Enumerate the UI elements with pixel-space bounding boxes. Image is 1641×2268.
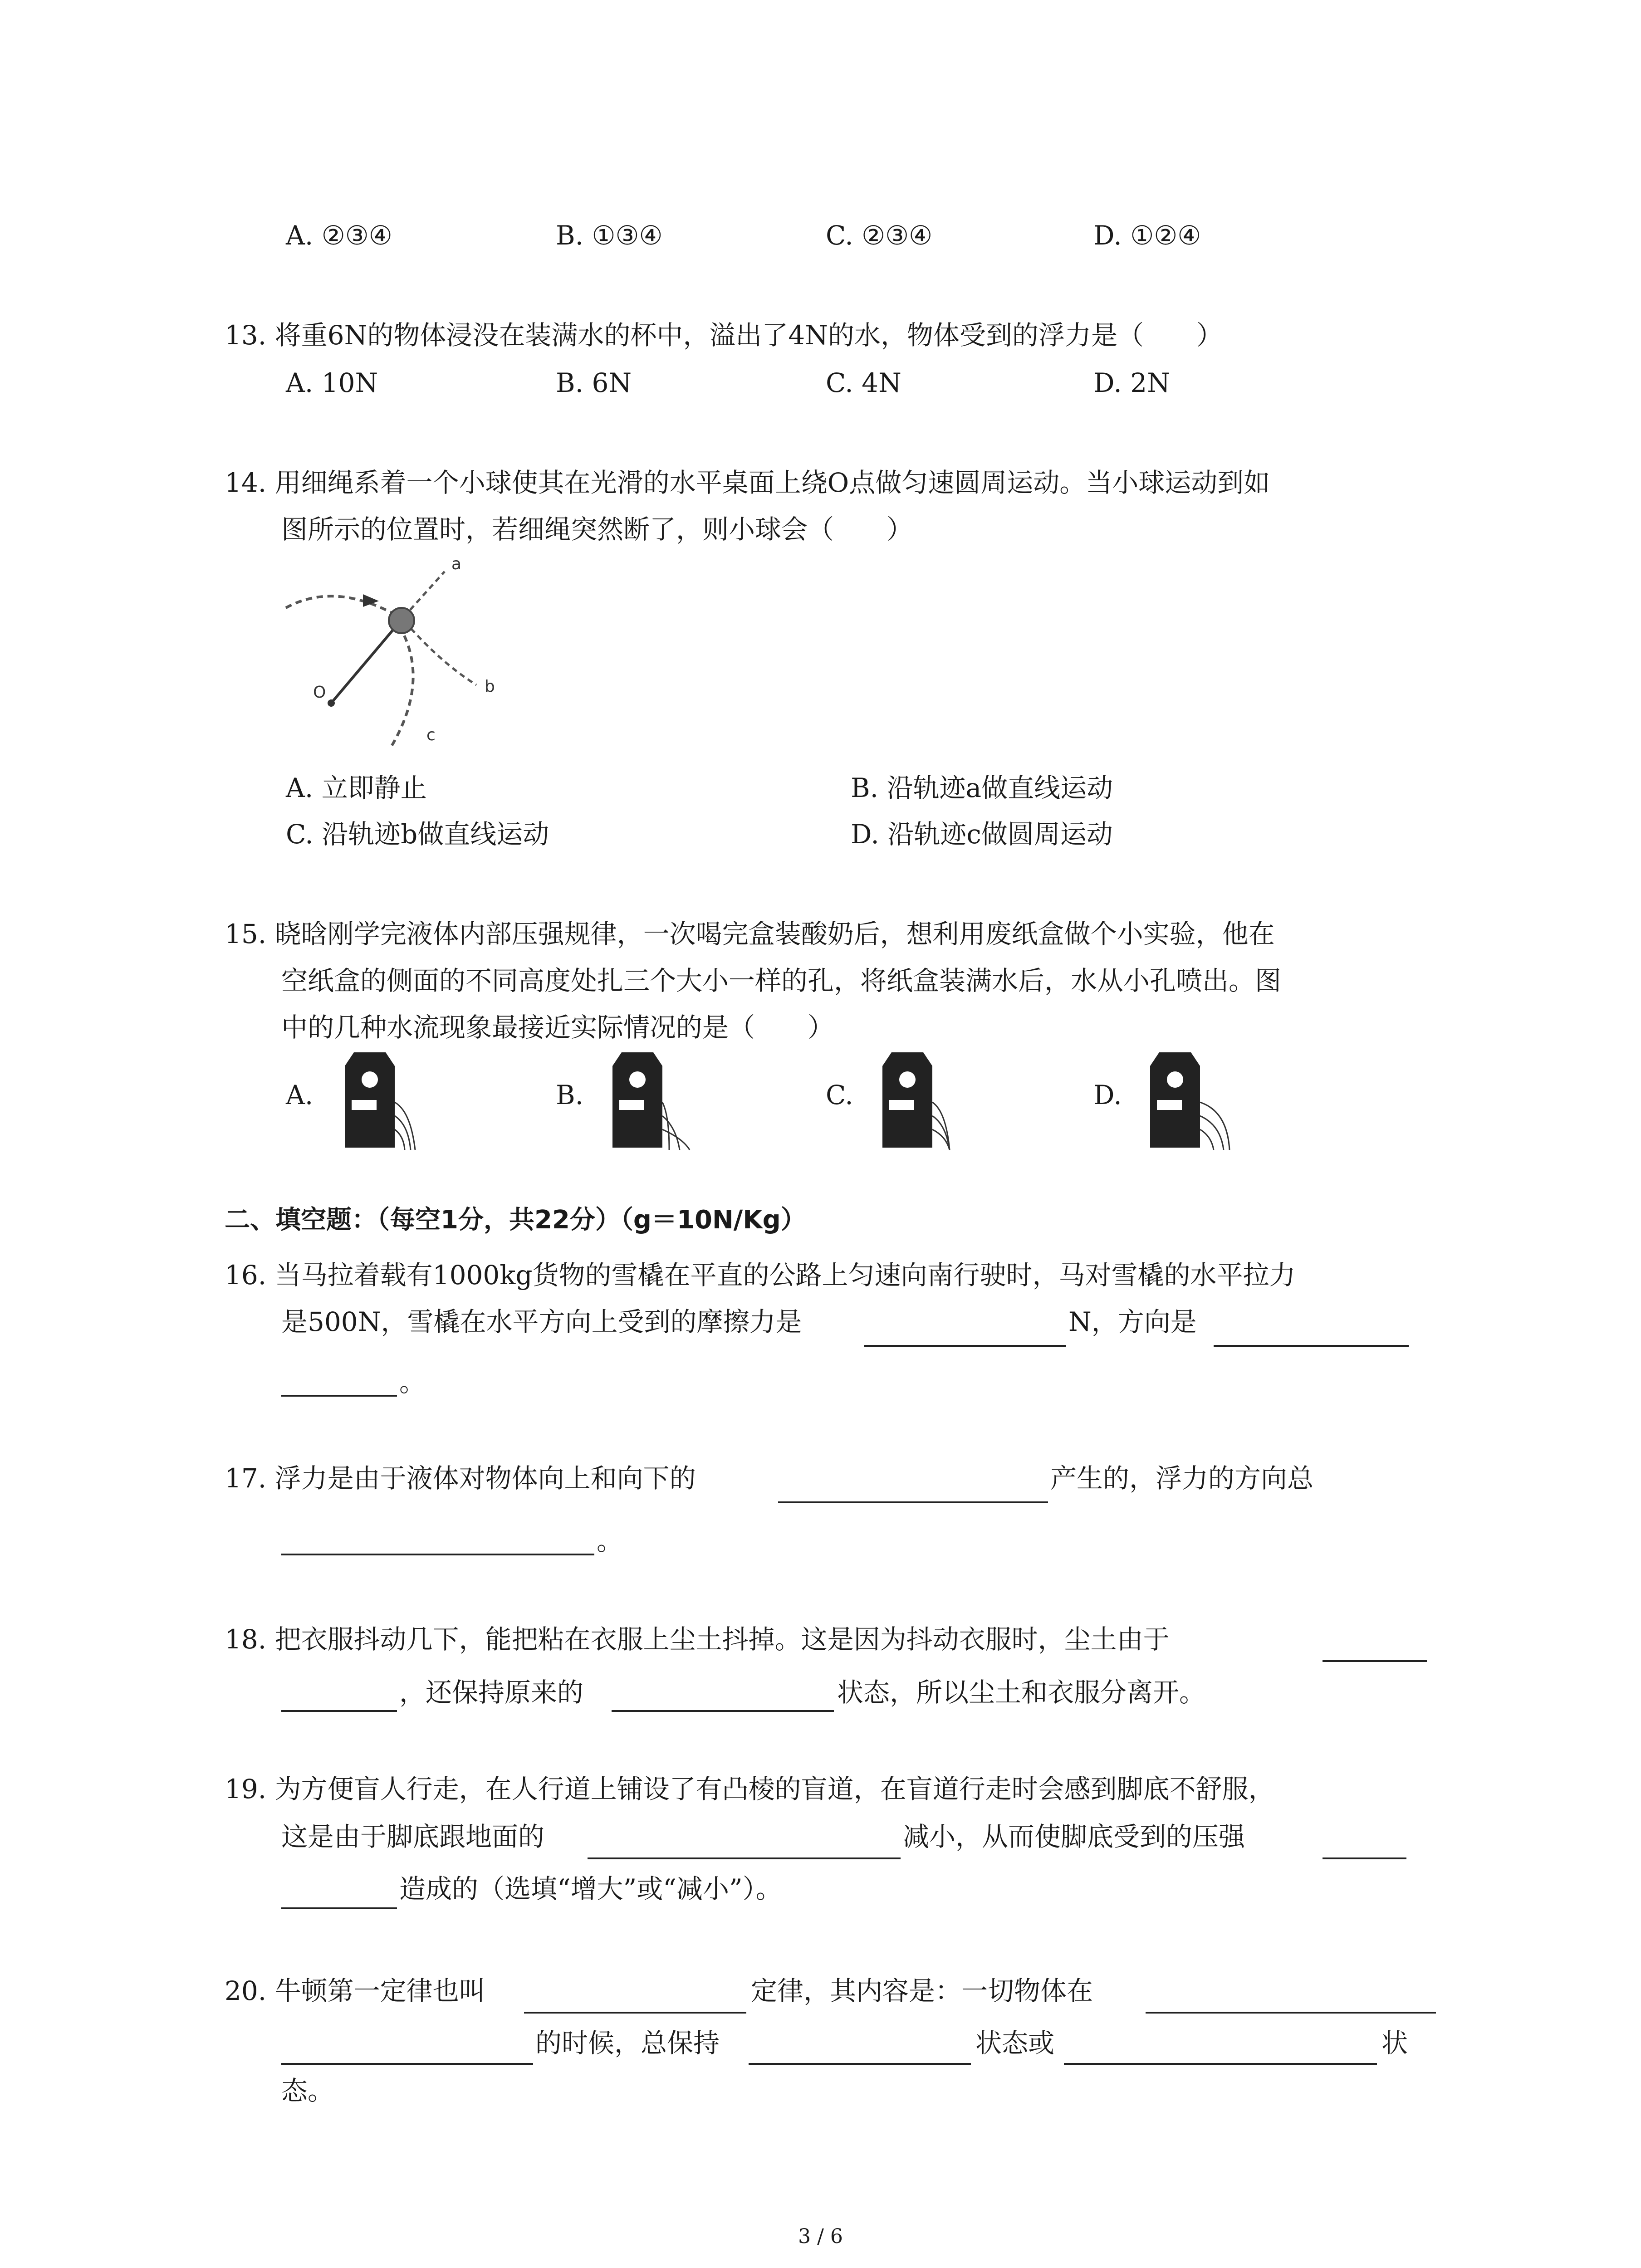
q13-option-a: A. 10N: [286, 367, 378, 398]
q15-stem-line2: 空纸盒的侧面的不同高度处扎三个大小一样的孔，将纸盒装满水后，水从小孔喷出。图: [281, 965, 1282, 996]
q13-option-b: B. 6N: [556, 367, 632, 398]
label-b: b: [485, 677, 495, 696]
q19-blank-1[interactable]: [588, 1857, 901, 1859]
q20-line2c: 状: [1381, 2028, 1408, 2058]
label-c: c: [426, 726, 436, 744]
q19-blank-2[interactable]: [1323, 1857, 1406, 1859]
q19-line2a: 这是由于脚底跟地面的: [281, 1821, 545, 1852]
q18-blank-2[interactable]: [612, 1710, 834, 1712]
q17-blank-2[interactable]: [281, 1554, 594, 1555]
q15-stem-line3: 中的几种水流现象最接近实际情况的是（ ）: [281, 1012, 834, 1043]
carton-figure-b: [603, 1048, 694, 1152]
q19-blank-2-cont[interactable]: [281, 1907, 397, 1909]
q16-line2b: N，方向是: [1068, 1306, 1197, 1337]
q20-line2a: 的时候，总保持: [535, 2028, 720, 2058]
q18-blank-1-cont[interactable]: [281, 1710, 397, 1712]
q19-line3: 造成的（选填“增大”或“减小”）。: [399, 1873, 782, 1904]
q15-stem-line1: 15. 晓晗刚学完液体内部压强规律，一次喝完盒装酸奶后，想利用废纸盒做个小实验，他在: [225, 919, 1275, 949]
q13-option-d: D. 2N: [1093, 367, 1170, 398]
q20-blank-1[interactable]: [524, 2012, 746, 2014]
q20-blank-4[interactable]: [1064, 2063, 1377, 2065]
q15-option-b: B.: [556, 1080, 584, 1110]
q20-line3: 态。: [281, 2075, 334, 2106]
q17-blank-1[interactable]: [778, 1501, 1048, 1503]
q18-line2a: ，还保持原来的: [399, 1677, 584, 1708]
q17-line1b: 产生的，浮力的方向总: [1050, 1463, 1314, 1494]
label-o: O: [313, 683, 326, 702]
q18-line2b: 状态，所以尘土和衣服分离开。: [837, 1677, 1206, 1708]
q12-option-d: D. ①②④: [1093, 220, 1201, 251]
section2-heading: 二、填空题：（每空1分，共22分）（g＝10N/Kg）: [225, 1205, 806, 1235]
q20-blank-2[interactable]: [1146, 2012, 1436, 2014]
q12-option-b: B. ①③④: [556, 220, 663, 251]
q14-stem-line2: 图所示的位置时，若细绳突然断了，则小球会（ ）: [281, 514, 913, 545]
q13-option-c: C. 4N: [826, 367, 901, 398]
q14-option-d: D. 沿轨迹c做圆周运动: [851, 819, 1113, 850]
q16-blank-direction-cont[interactable]: [281, 1395, 397, 1397]
q13-stem: 13. 将重6N的物体浸没在装满水的杯中，溢出了4N的水，物体受到的浮力是（ ）: [225, 320, 1223, 351]
q19-line2b: 减小，从而使脚底受到的压强: [903, 1821, 1245, 1852]
q16-blank-friction[interactable]: [864, 1345, 1066, 1347]
q14-option-c: C. 沿轨迹b做直线运动: [286, 819, 549, 850]
q12-option-c: C. ②③④: [826, 220, 933, 251]
page-number: 3 / 6: [798, 2225, 843, 2248]
q16-blank-direction[interactable]: [1214, 1345, 1409, 1347]
q16-line2a: 是500N，雪橇在水平方向上受到的摩擦力是: [281, 1306, 802, 1337]
carton-figure-a: [336, 1048, 426, 1152]
q20-line1a: 20. 牛顿第一定律也叫: [225, 1975, 485, 2006]
q15-option-c: C.: [826, 1080, 853, 1110]
q19-line1: 19. 为方便盲人行走，在人行道上铺设了有凸棱的盲道，在盲道行走时会感到脚底不舒服，: [225, 1774, 1275, 1804]
q20-line1b: 定律，其内容是：一切物体在: [751, 1975, 1093, 2006]
carton-figure-d: [1141, 1048, 1232, 1152]
q18-line1: 18. 把衣服抖动几下，能把粘在衣服上尘土抖掉。这是因为抖动衣服时，尘土由于: [225, 1624, 1170, 1655]
q15-option-d: D.: [1093, 1080, 1122, 1110]
q20-blank-3[interactable]: [749, 2063, 971, 2065]
q14-stem-line1: 14. 用细绳系着一个小球使其在光滑的水平桌面上绕O点做匀速圆周运动。当小球运动到如: [225, 467, 1270, 498]
q20-line2b: 状态或: [975, 2028, 1055, 2058]
q18-blank-1[interactable]: [1323, 1660, 1427, 1662]
carton-figure-c: [873, 1048, 964, 1152]
q16-line3: 。: [399, 1367, 426, 1398]
q15-option-a: A.: [286, 1080, 314, 1110]
q17-line1a: 17. 浮力是由于液体对物体向上和向下的: [225, 1463, 696, 1494]
q17-line2: 。: [597, 1525, 623, 1556]
q14-option-b: B. 沿轨迹a做直线运动: [851, 772, 1113, 803]
q14-option-a: A. 立即静止: [286, 772, 427, 803]
q16-line1: 16. 当马拉着载有1000kg货物的雪橇在平直的公路上匀速向南行驶时，马对雪橇的水平拉力: [225, 1260, 1296, 1290]
q20-blank-2-cont[interactable]: [281, 2063, 533, 2065]
label-a: a: [451, 555, 462, 573]
q12-option-a: A. ②③④: [286, 220, 392, 251]
circular-motion-figure: [281, 553, 517, 762]
